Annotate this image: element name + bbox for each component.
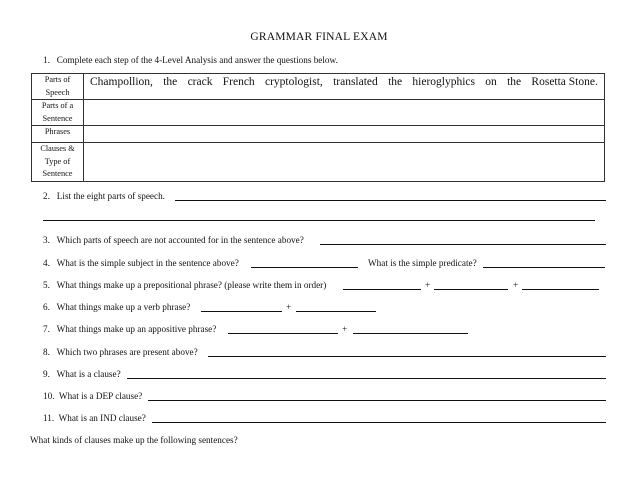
answer-line[interactable] bbox=[343, 280, 421, 290]
question-text: What is an IND clause? bbox=[58, 413, 146, 423]
question-text: What is a clause? bbox=[56, 369, 121, 379]
question-number: 2. bbox=[43, 191, 50, 201]
question-text: List the eight parts of speech. bbox=[56, 191, 165, 201]
question-number: 11. bbox=[43, 413, 55, 423]
answer-line[interactable] bbox=[201, 302, 282, 312]
question-8 bbox=[43, 347, 198, 358]
answer-line[interactable] bbox=[320, 235, 606, 245]
question-text: What is the simple subject in the sentence above? bbox=[56, 258, 239, 268]
question-text: Complete each step of the 4-Level Analysis and answer the questions below. bbox=[56, 55, 338, 65]
sentence-word: cryptologist, bbox=[264, 76, 323, 88]
answer-line[interactable] bbox=[148, 391, 606, 401]
plus-sign: + bbox=[286, 302, 292, 312]
row-label-parts-of-sentence: Parts of a Sentence bbox=[32, 100, 84, 126]
question-number: 6. bbox=[43, 302, 50, 312]
answer-line[interactable] bbox=[353, 324, 468, 334]
four-level-analysis-table bbox=[31, 73, 605, 182]
question-text: What is a DEP clause? bbox=[58, 391, 143, 401]
table-row-parts-of-speech bbox=[32, 74, 605, 100]
question-number: 5. bbox=[43, 280, 50, 290]
sentence-word: hieroglyphics bbox=[412, 76, 476, 88]
row-label-clauses-type-of-sentence: Clauses & Type of Sentence bbox=[32, 143, 84, 182]
question-number: 4. bbox=[43, 258, 50, 268]
sentence-word: the bbox=[163, 76, 178, 88]
question-3 bbox=[43, 235, 304, 246]
question-text: What things make up a verb phrase? bbox=[56, 302, 191, 312]
question-5 bbox=[43, 280, 326, 291]
table-row-clauses bbox=[32, 143, 605, 182]
sentence-cell[interactable] bbox=[84, 74, 605, 100]
answer-line[interactable] bbox=[251, 258, 358, 268]
question-number: 10. bbox=[43, 391, 55, 401]
answer-line[interactable] bbox=[228, 324, 338, 334]
question-text: What things make up a prepositional phrase? (please write them in order) bbox=[56, 280, 327, 290]
answer-line[interactable] bbox=[152, 413, 606, 423]
sentence-word: French bbox=[222, 76, 255, 88]
answer-line[interactable] bbox=[434, 280, 508, 290]
table-row-parts-of-sentence bbox=[32, 100, 605, 126]
answer-line[interactable] bbox=[43, 211, 595, 221]
question-text: Which two phrases are present above? bbox=[56, 347, 198, 357]
plus-sign: + bbox=[342, 324, 348, 334]
question-number: 9. bbox=[43, 369, 50, 379]
question-7 bbox=[43, 324, 216, 335]
question-number: 1. bbox=[43, 55, 50, 65]
answer-line[interactable] bbox=[208, 347, 606, 357]
answer-cell-parts-of-sentence[interactable] bbox=[84, 100, 605, 126]
question-9 bbox=[43, 369, 121, 380]
question-number: 3. bbox=[43, 235, 50, 245]
sentence-word: the bbox=[388, 76, 403, 88]
question-4 bbox=[43, 258, 239, 269]
question-1 bbox=[43, 55, 338, 66]
answer-cell-clauses[interactable] bbox=[84, 143, 605, 182]
exam-title: GRAMMAR FINAL EXAM bbox=[250, 31, 388, 43]
answer-line[interactable] bbox=[175, 191, 606, 201]
answer-line[interactable] bbox=[127, 369, 606, 379]
question-number: 8. bbox=[43, 347, 50, 357]
sentence-word: Champollion, bbox=[90, 76, 153, 88]
sentence-word: Rosetta Stone. bbox=[531, 76, 598, 88]
analysis-sentence bbox=[84, 74, 604, 93]
answer-cell-phrases[interactable] bbox=[84, 126, 605, 143]
plus-sign: + bbox=[513, 280, 519, 290]
question-number: 7. bbox=[43, 324, 50, 334]
sentence-word: the bbox=[507, 76, 522, 88]
question-text: What things make up an appositive phrase? bbox=[56, 324, 217, 334]
sentence-word: crack bbox=[187, 76, 213, 88]
plus-sign: + bbox=[425, 280, 431, 290]
question-11 bbox=[43, 413, 146, 424]
answer-line[interactable] bbox=[483, 258, 605, 268]
answer-line[interactable] bbox=[296, 302, 376, 312]
question-10 bbox=[43, 391, 142, 402]
row-label-parts-of-speech: Parts of Speech bbox=[32, 74, 84, 100]
question-6 bbox=[43, 302, 190, 313]
question-4-predicate: What is the simple predicate? bbox=[368, 258, 477, 268]
clauses-section-heading: What kinds of clauses make up the following sentences? bbox=[30, 435, 238, 445]
question-2 bbox=[43, 191, 165, 202]
sentence-word: on bbox=[485, 76, 497, 88]
question-text: Which parts of speech are not accounted for in the sentence above? bbox=[56, 235, 304, 245]
sentence-word: translated bbox=[333, 76, 378, 88]
table-row-phrases bbox=[32, 126, 605, 143]
row-label-phrases: Phrases bbox=[32, 126, 84, 143]
answer-line[interactable] bbox=[522, 280, 599, 290]
